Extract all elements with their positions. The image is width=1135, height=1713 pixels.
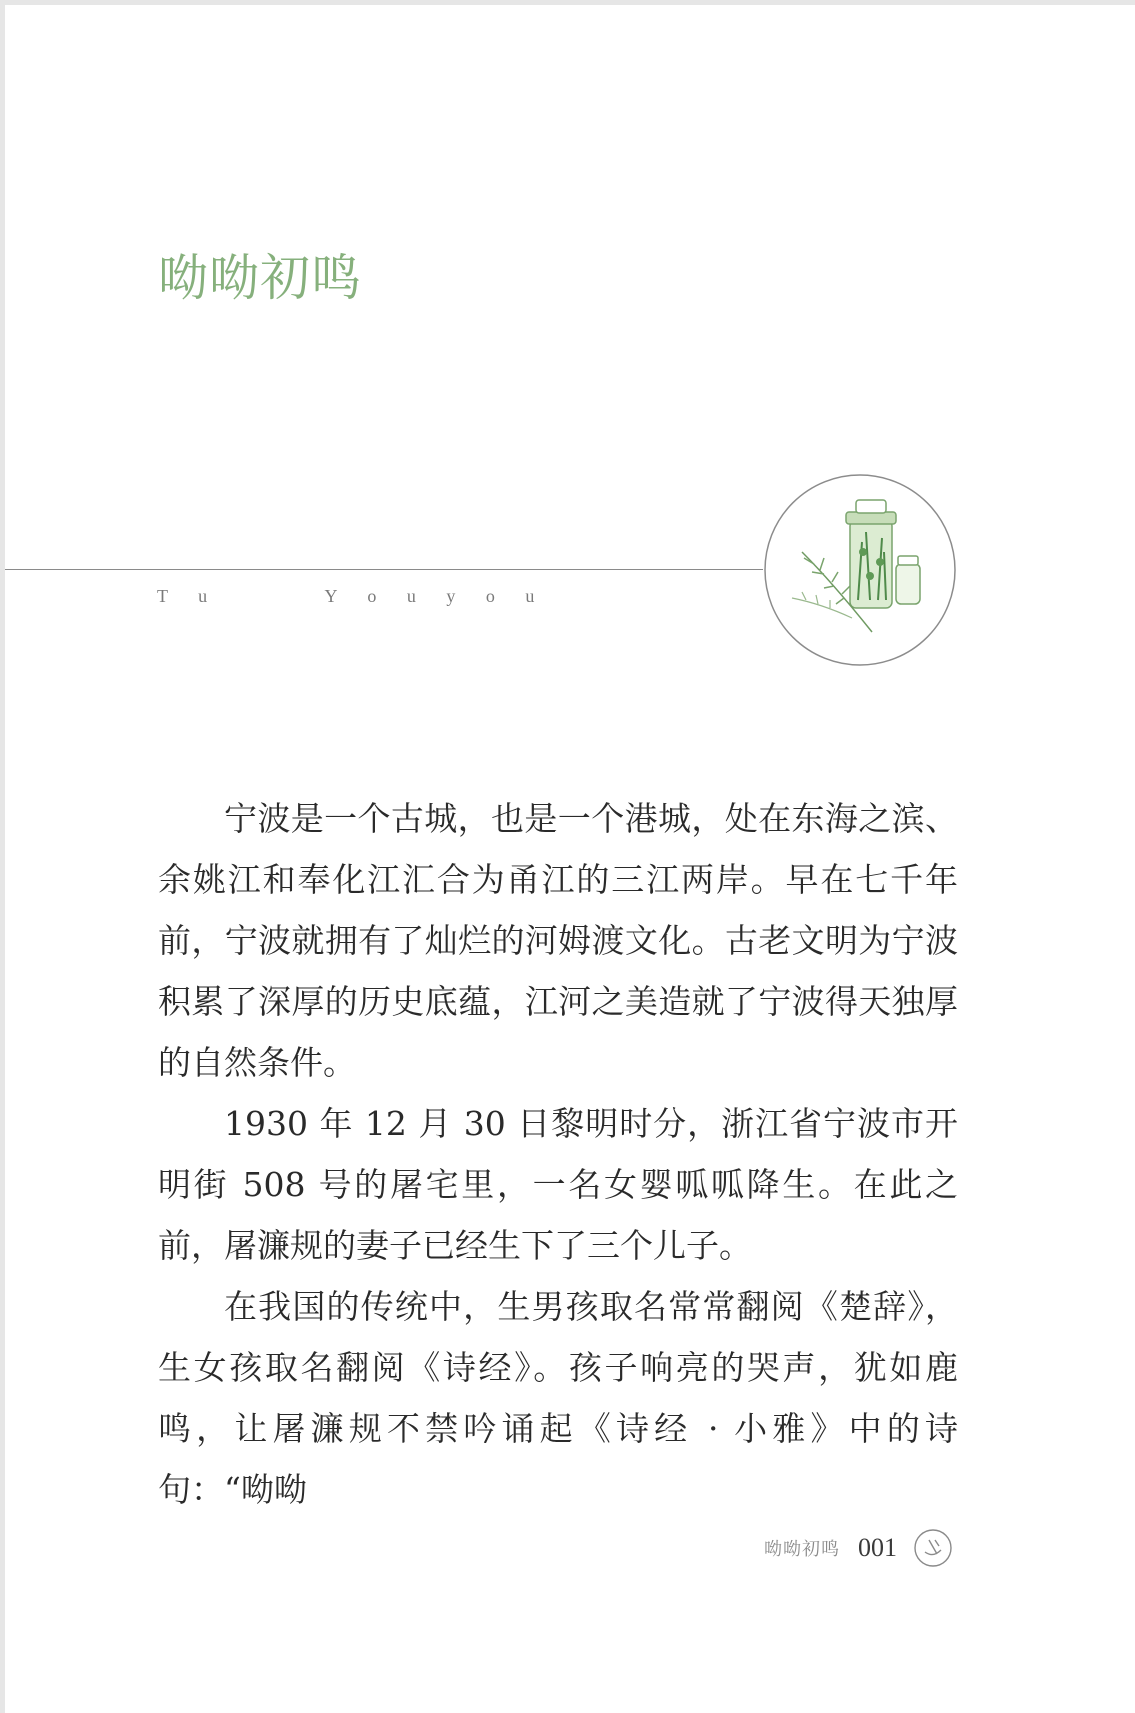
running-title: 呦呦初鸣 — [764, 1539, 840, 1560]
herb-bottle-illustration-icon — [762, 472, 958, 668]
page-footer — [764, 1528, 953, 1568]
paragraph: 宁波是一个古城，也是一个港城，处在东海之滨、余姚江和奉化江汇合为甬江的三江两岸。早在七千年前，宁波就拥有了灿烂的河姆渡文化。古老文明为宁波积累了深厚的历史底蕴，江河之美造就了宁波得天独厚的自然条件。 — [158, 799, 958, 1082]
chapter-title: 呦呦初鸣 — [158, 249, 362, 307]
paragraph: 在我国的传统中，生男孩取名常常翻阅《楚辞》，生女孩取名翻阅《诗经》。孩子响亮的哭声，犹如鹿鸣，让屠濂规不禁吟诵起《诗经 · 小雅》中的诗句：“呦呦 — [158, 1287, 958, 1509]
author-latin-name: T u Y o u y o u — [157, 586, 548, 606]
paragraph: 1930 年 12 月 30 日黎明时分，浙江省宁波市开明街 508 号的屠宅里，一名女婴呱呱降生。在此之前，屠濂规的妻子已经生下了三个儿子。 — [158, 1104, 958, 1265]
page-number: 001 — [858, 1533, 897, 1562]
page-top-border — [0, 0, 1135, 5]
chapter-body — [158, 788, 958, 1520]
header-divider — [5, 569, 763, 570]
page-left-border — [0, 0, 5, 1713]
page-emblem-icon — [913, 1528, 953, 1568]
